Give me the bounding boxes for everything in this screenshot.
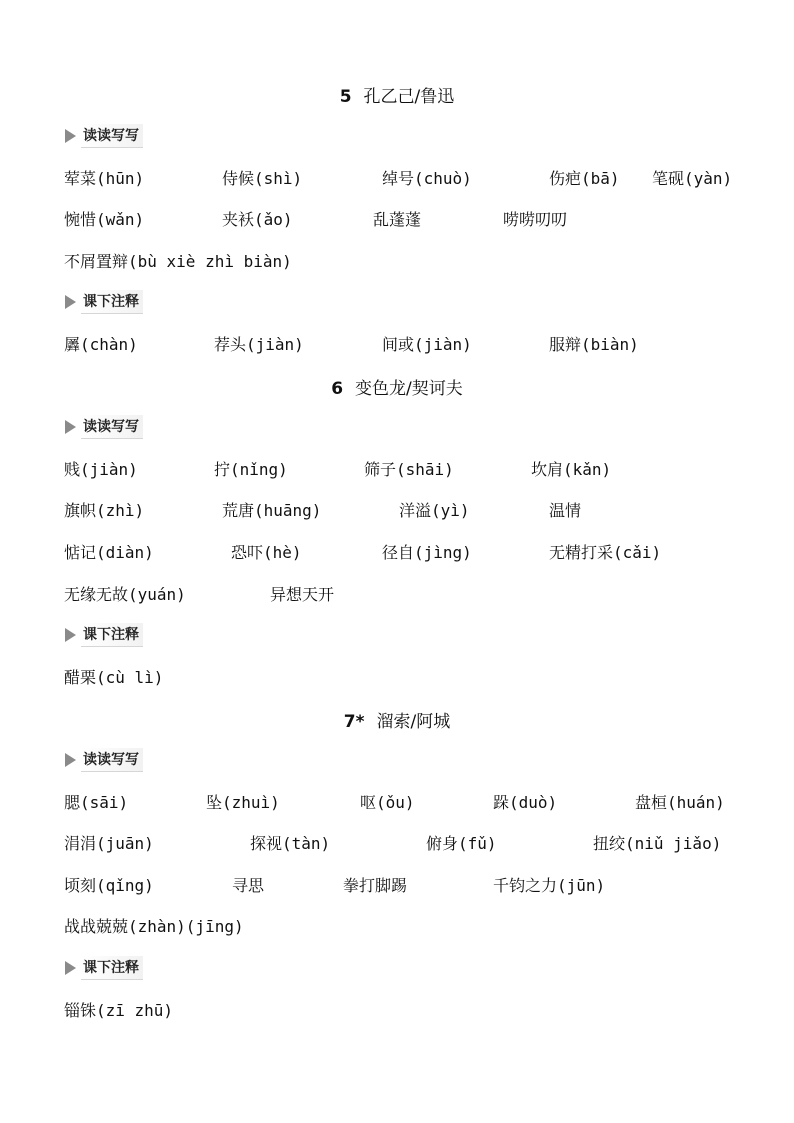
section-tag-read-write (64, 125, 143, 147)
vocab-item: 坎肩(kǎn) (531, 460, 612, 479)
lesson-number: 5 (339, 87, 352, 107)
section-tag-notes (64, 957, 143, 979)
vocab-item: 夹袄(ǎo) (222, 210, 293, 229)
vocab-item: 荤菜(hūn) (64, 169, 145, 188)
vocab-item: 呕(ǒu) (360, 793, 415, 812)
vocab-item: 战战兢兢(zhàn)(jīng) (64, 917, 244, 936)
vocab-item: 唠唠叨叨 (503, 210, 568, 229)
vocab-item: 锱铢(zī zhū) (64, 1001, 174, 1020)
section-label: 读读写写 (81, 415, 143, 439)
vocab-item: 坠(zhuì) (206, 793, 280, 812)
triangle-bullet-icon (64, 627, 77, 643)
lesson-name: 变色龙/契诃夫 (355, 379, 463, 399)
vocab-item: 醋栗(cù lì) (64, 668, 164, 687)
vocab-item: 绰号(chuò) (382, 169, 472, 188)
lesson-name: 溜索/阿城 (376, 712, 451, 732)
triangle-bullet-icon (64, 752, 77, 768)
vocab-item: 荐头(jiàn) (214, 335, 304, 354)
vocab-item: 探视(tàn) (250, 834, 331, 853)
section-label: 课下注释 (81, 956, 143, 980)
vocab-item: 温情 (549, 501, 582, 520)
triangle-bullet-icon (64, 294, 77, 310)
vocab-item: 扭绞(niǔ jiǎo) (593, 834, 722, 853)
section-label: 读读写写 (81, 748, 143, 772)
vocab-item: 拧(nǐng) (214, 460, 288, 479)
lesson-7-title (0, 707, 794, 732)
section-label: 课下注释 (81, 623, 143, 647)
section-tag-read-write (64, 749, 143, 771)
vocab-item: 径自(jìng) (382, 543, 472, 562)
vocab-item: 惦记(diàn) (64, 543, 154, 562)
vocab-item: 腮(sāi) (64, 793, 129, 812)
vocab-item: 乱蓬蓬 (373, 210, 422, 229)
lesson-number: 7* (343, 712, 365, 732)
vocab-item: 贱(jiàn) (64, 460, 138, 479)
vocab-item: 不屑置辩(bù xiè zhì biàn) (64, 252, 292, 271)
vocab-item: 拳打脚踢 (343, 876, 408, 895)
vocab-item: 俯身(fǔ) (426, 834, 497, 853)
vocab-item: 涓涓(juān) (64, 834, 154, 853)
triangle-bullet-icon (64, 419, 77, 435)
vocab-item: 筛子(shāi) (364, 460, 454, 479)
vocab-item: 寻思 (232, 876, 265, 895)
vocab-item: 跺(duò) (493, 793, 558, 812)
triangle-bullet-icon (64, 128, 77, 144)
section-tag-notes (64, 624, 143, 646)
vocab-item: 无精打采(cǎi) (549, 543, 662, 562)
section-tag-read-write (64, 416, 143, 438)
vocab-item: 千钧之力(jūn) (493, 876, 606, 895)
vocab-item: 顷刻(qǐng) (64, 876, 154, 895)
vocab-item: 旗帜(zhì) (64, 501, 145, 520)
vocab-item: 荒唐(huāng) (222, 501, 322, 520)
lesson-name: 孔乙己/鲁迅 (363, 87, 455, 107)
lesson-number: 6 (331, 379, 344, 399)
vocab-item: 异想天开 (270, 585, 335, 604)
section-label: 读读写写 (81, 124, 143, 148)
triangle-bullet-icon (64, 960, 77, 976)
vocab-item: 伤疤(bā) (549, 169, 620, 188)
lesson-5-title (0, 82, 794, 107)
vocab-item: 恐吓(hè) (231, 543, 302, 562)
vocab-item: 无缘无故(yuán) (64, 585, 186, 604)
vocab-item: 间或(jiàn) (382, 335, 472, 354)
vocab-item: 惋惜(wǎn) (64, 210, 145, 229)
lesson-6-title (0, 374, 794, 399)
section-label: 课下注释 (81, 290, 143, 314)
vocab-item: 笔砚(yàn) (652, 169, 733, 188)
vocab-item: 服辩(biàn) (549, 335, 639, 354)
vocab-item: 盘桓(huán) (635, 793, 725, 812)
vocab-item: 洋溢(yì) (399, 501, 470, 520)
vocab-item: 羼(chàn) (64, 335, 138, 354)
vocab-item: 侍候(shì) (222, 169, 303, 188)
section-tag-notes (64, 291, 143, 313)
